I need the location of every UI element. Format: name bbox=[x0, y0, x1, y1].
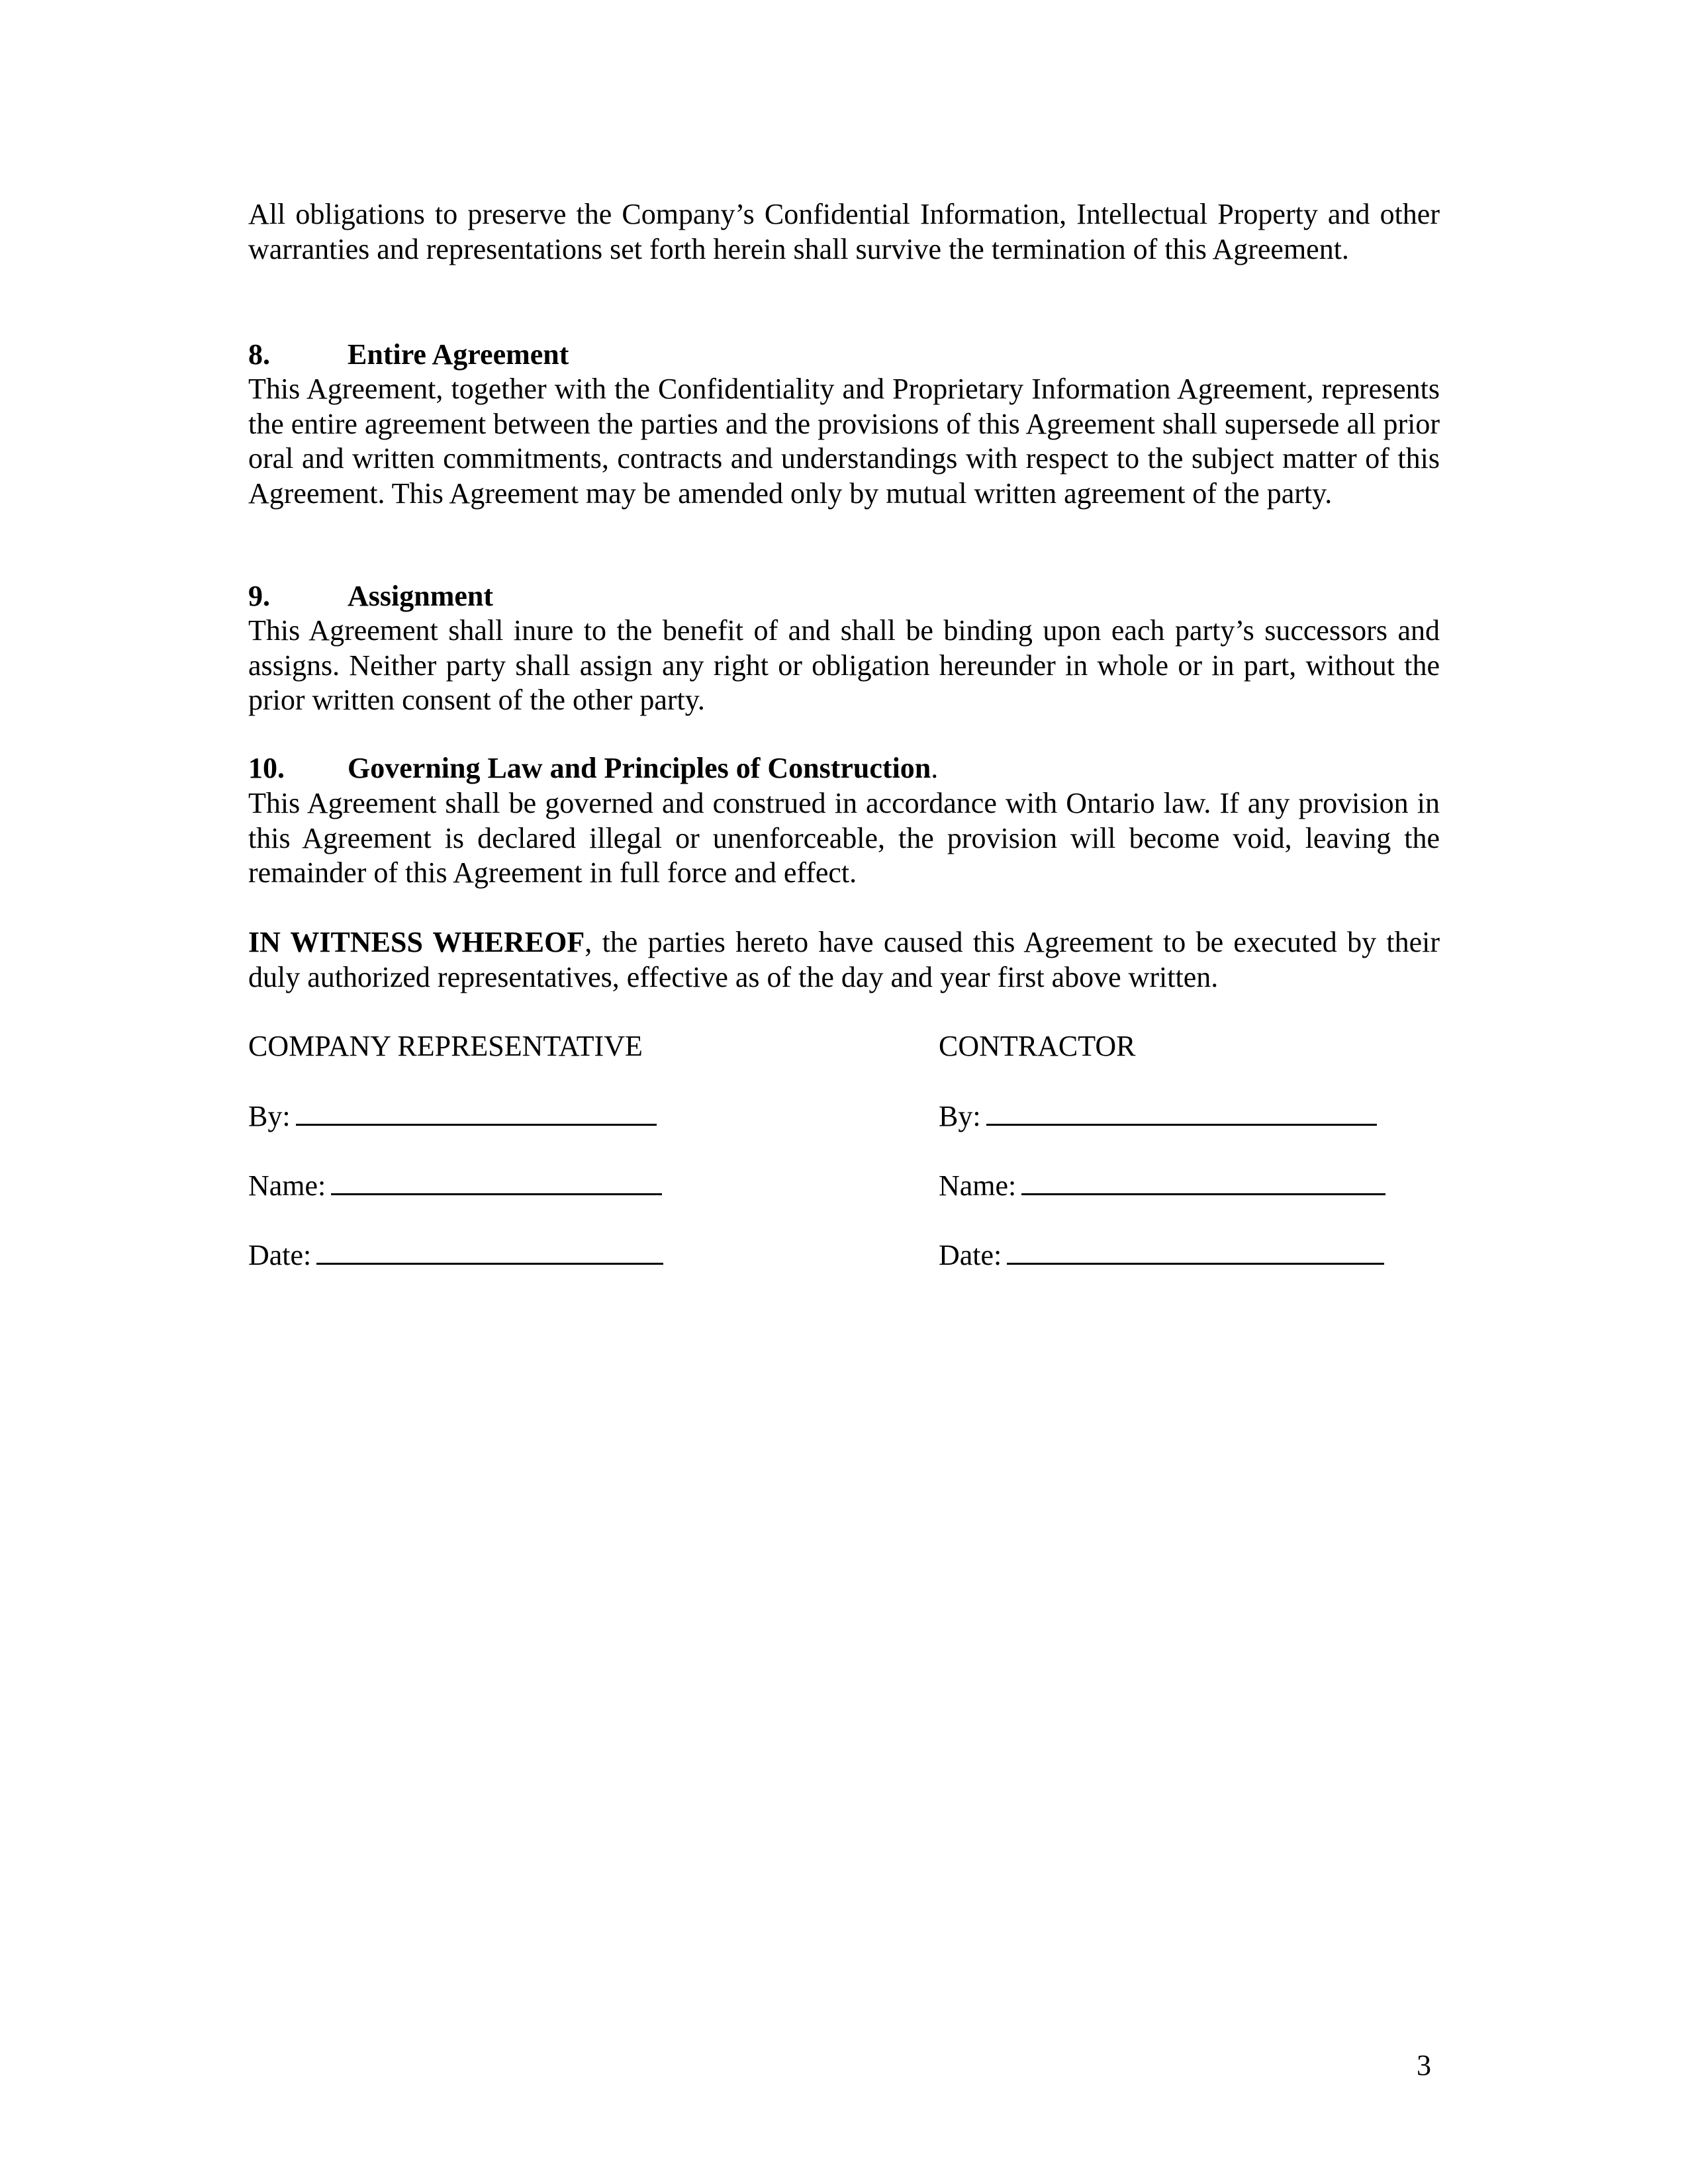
company-date-line bbox=[248, 1238, 663, 1273]
section-number: 10. bbox=[248, 752, 285, 784]
section-8-heading bbox=[248, 338, 569, 373]
section-10-body: This Agreement shall be governed and construed in accordance with Ontario law. If any provision in this Agreement is declared illegal or unenforceable, the provision will become void, leaving the remainder of this Agreement in full force and effect. bbox=[248, 787, 1440, 889]
by-label: By: bbox=[248, 1100, 291, 1132]
section-title-suffix: . bbox=[931, 752, 939, 784]
section-10-heading bbox=[248, 751, 938, 786]
company-by-line bbox=[248, 1099, 657, 1134]
page-number: 3 bbox=[1417, 2049, 1431, 2081]
by-label: By: bbox=[939, 1100, 981, 1132]
contractor-date-field[interactable] bbox=[1007, 1238, 1384, 1265]
contractor-by-line bbox=[939, 1099, 1377, 1134]
contractor-name-field[interactable] bbox=[1021, 1168, 1385, 1195]
witness-label: IN WITNESS WHEREOF bbox=[248, 926, 585, 958]
section-title: Governing Law and Principles of Construction bbox=[348, 752, 931, 784]
company-name-line bbox=[248, 1168, 662, 1204]
survival-paragraph: All obligations to preserve the Company’s Confidential Information, Intellectual Property and other warranties and representations set forth herein shall survive the termination of this Agreement. bbox=[248, 198, 1440, 265]
company-date-field[interactable] bbox=[316, 1238, 663, 1265]
section-title: Assignment bbox=[348, 580, 494, 612]
contractor-by-field[interactable] bbox=[986, 1099, 1377, 1126]
company-representative-heading: COMPANY REPRESENTATIVE bbox=[248, 1030, 643, 1062]
witness-text: , the parties hereto have caused this Agreement to be executed by their duly authorized representatives, effective as of the day and year first above written. bbox=[248, 926, 1440, 993]
contractor-heading: CONTRACTOR bbox=[939, 1030, 1136, 1062]
date-label: Date: bbox=[939, 1239, 1002, 1271]
date-label: Date: bbox=[248, 1239, 312, 1271]
name-label: Name: bbox=[939, 1169, 1017, 1202]
company-name-field[interactable] bbox=[331, 1168, 662, 1195]
section-number: 9. bbox=[248, 580, 270, 612]
contractor-name-line bbox=[939, 1168, 1385, 1204]
witness-paragraph bbox=[248, 925, 1440, 995]
section-title: Entire Agreement bbox=[348, 338, 569, 371]
section-number: 8. bbox=[248, 338, 270, 371]
company-by-field[interactable] bbox=[296, 1099, 657, 1126]
section-9-body: This Agreement shall inure to the benefit of and shall be binding upon each party’s successors and assigns. Neither party shall assign any right or obligation hereunder in whole or in part, without the prior written consent of the other party. bbox=[248, 614, 1440, 716]
name-label: Name: bbox=[248, 1169, 326, 1202]
contractor-date-line bbox=[939, 1238, 1384, 1273]
section-9-heading bbox=[248, 579, 493, 614]
section-8-body: This Agreement, together with the Confidentiality and Proprietary Information Agreement, represents the entire agreement between the parties and the provisions of this Agreement shall supersede all prior oral and written commitments, contracts and understandings with respect to the subject matter of this Agreement. This Agreement may be amended only by mutual written agreement of the party. bbox=[248, 373, 1440, 510]
